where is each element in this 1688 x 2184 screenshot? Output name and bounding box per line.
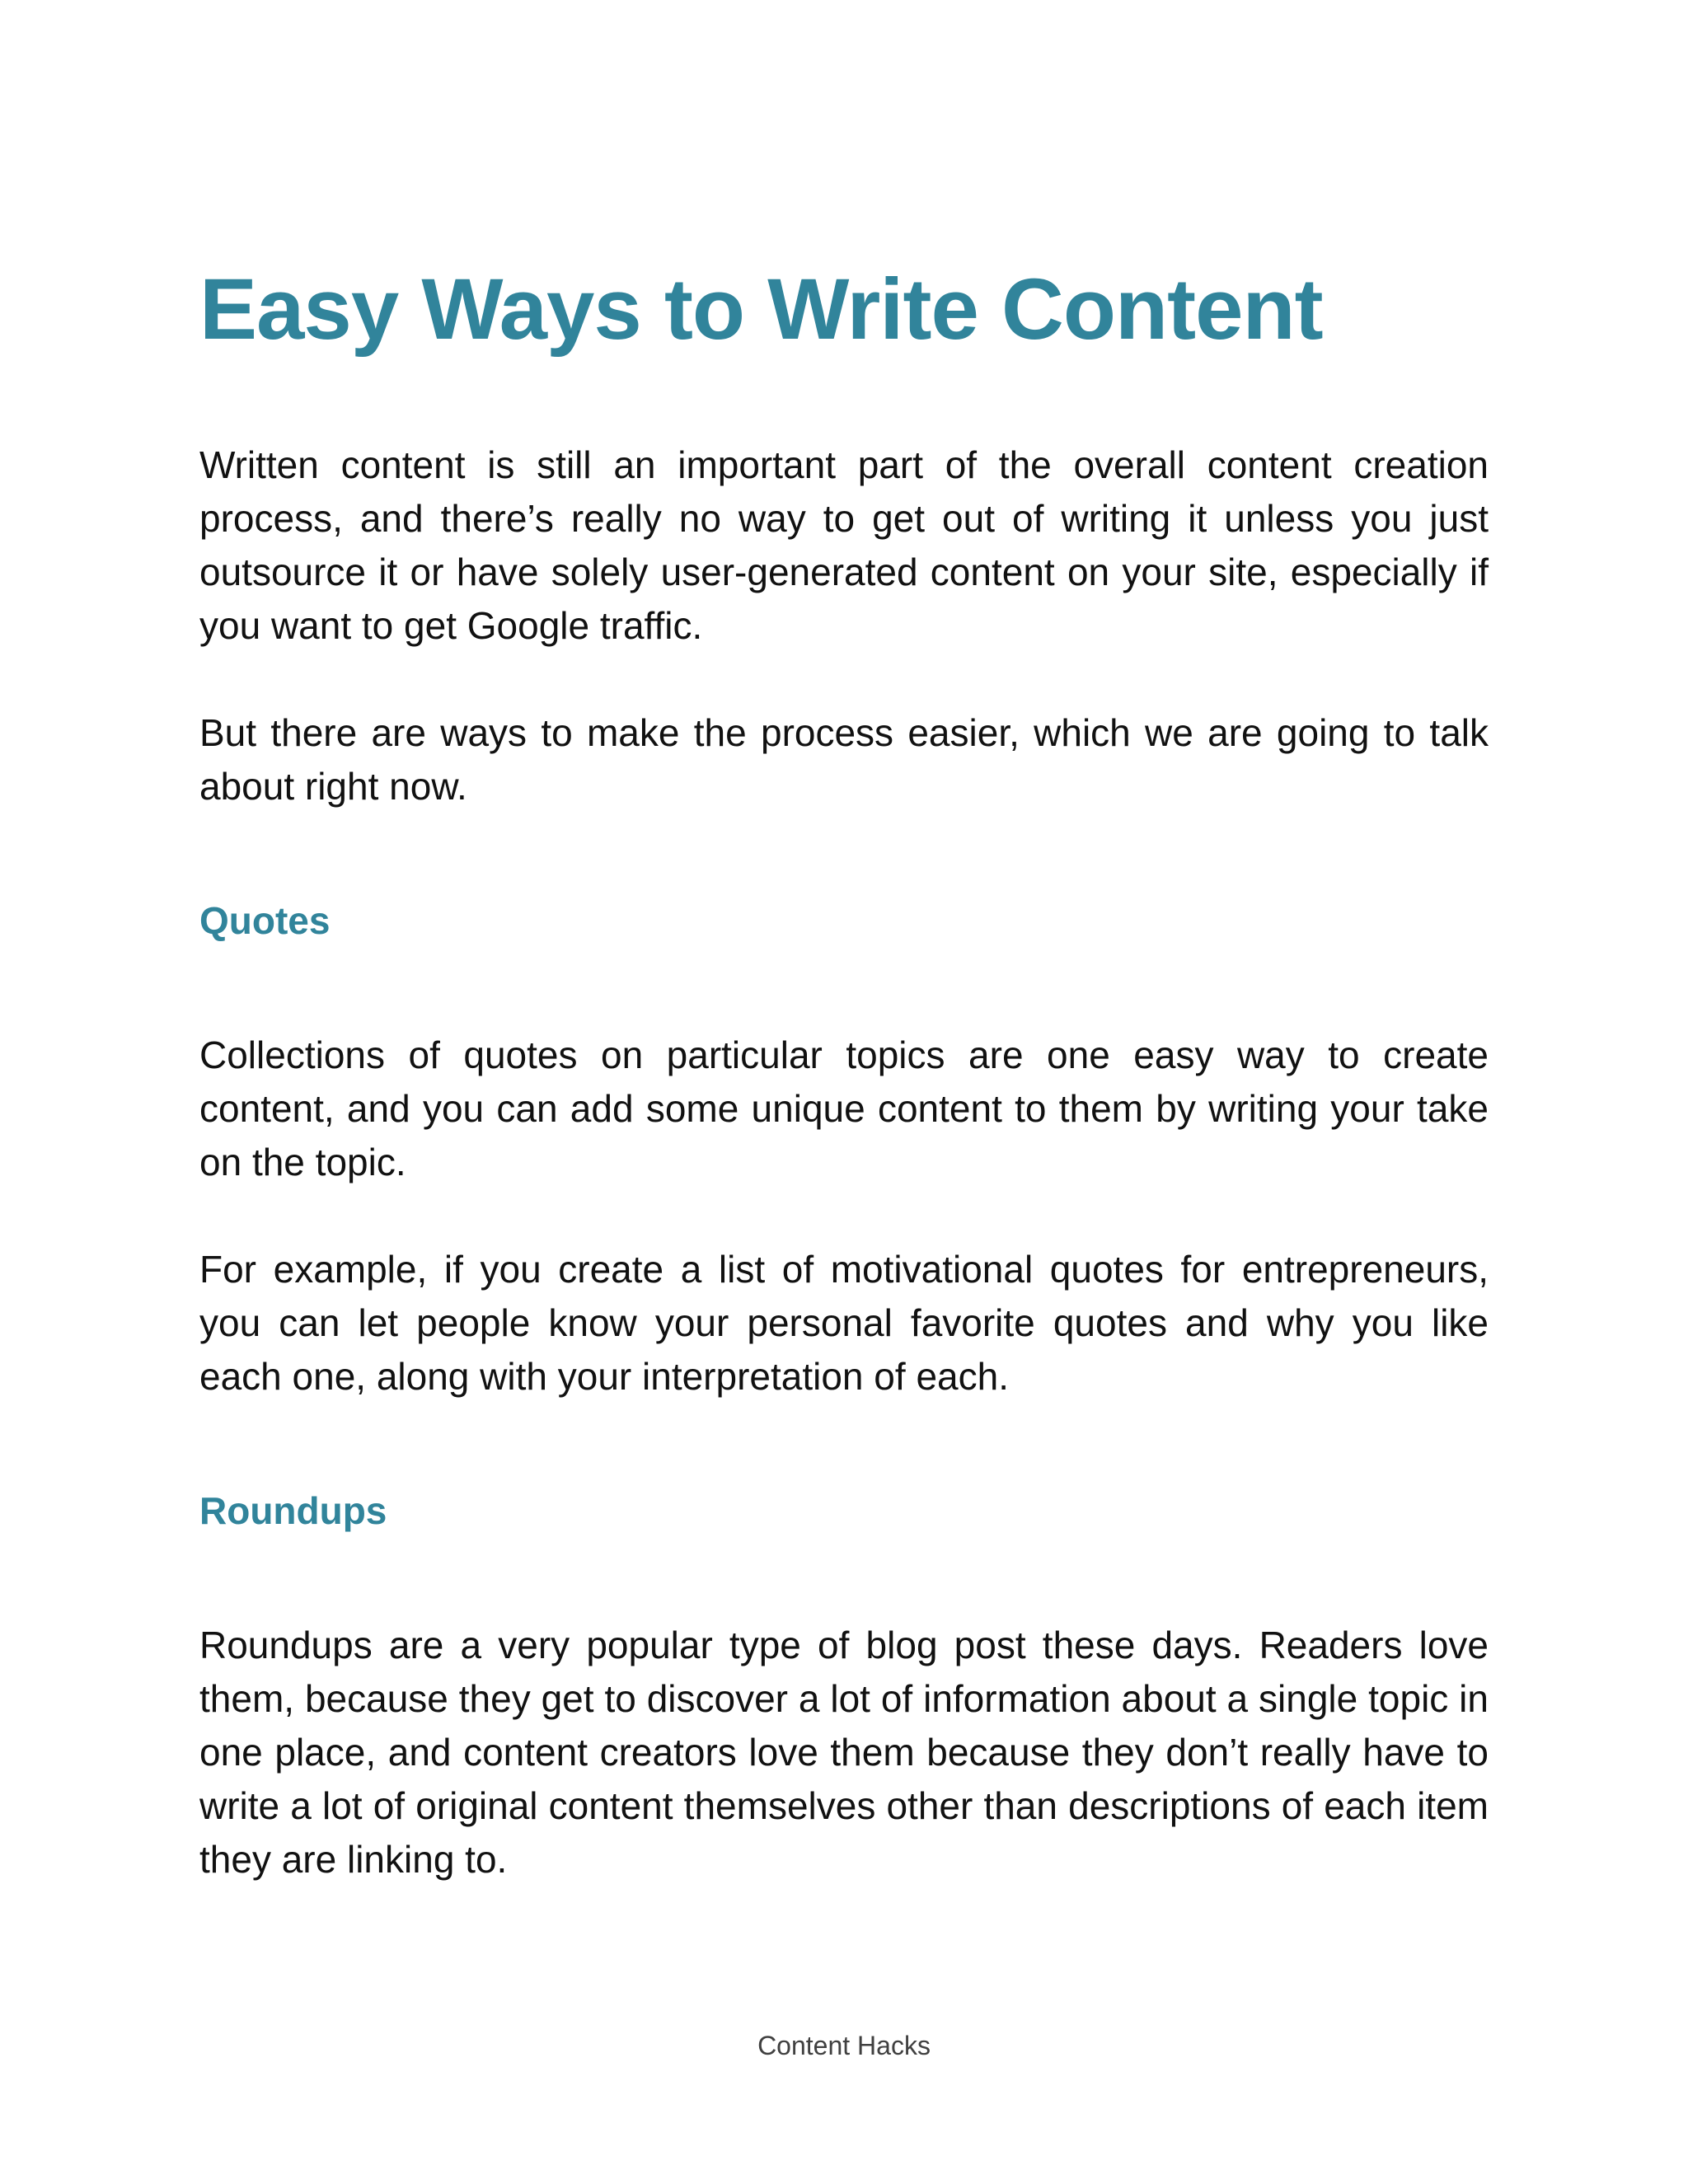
page-title: Easy Ways to Write Content [199, 261, 1323, 358]
section-heading-roundups: Roundups [199, 1488, 387, 1532]
intro-paragraph-2: But there are ways to make the process easier, which we are going to talk about right now. [199, 710, 1489, 808]
roundups-paragraph-1: Roundups are a very popular type of blog post these days. Readers love them, because they get to discover a lot of information about a single topic in one place, and content creators love them because they don’t really have to write a lot of original content themselves other than descriptions of each item they are linking to. [199, 1623, 1489, 1881]
section-roundups [199, 1484, 1489, 1886]
quotes-paragraph-1: Collections of quotes on particular topics are one easy way to create content, and you can add some unique content to them by writing your take on the topic. [199, 1033, 1489, 1183]
intro-paragraph-1: Written content is still an important part of the overall content creation process, and there’s really no way to get out of writing it unless you just outsource it or have solely user-generated content on your site, especially if you want to get Google traffic. [199, 443, 1489, 647]
section-heading-quotes: Quotes [199, 898, 331, 942]
quotes-paragraph-2: For example, if you create a list of motivational quotes for entrepreneurs, you can let people know your personal favorite quotes and why you like each one, along with your interpretation of each. [199, 1247, 1489, 1398]
section-quotes [199, 894, 1489, 1404]
document-body [199, 262, 1489, 1886]
page-footer: Content Hacks [757, 2031, 931, 2060]
